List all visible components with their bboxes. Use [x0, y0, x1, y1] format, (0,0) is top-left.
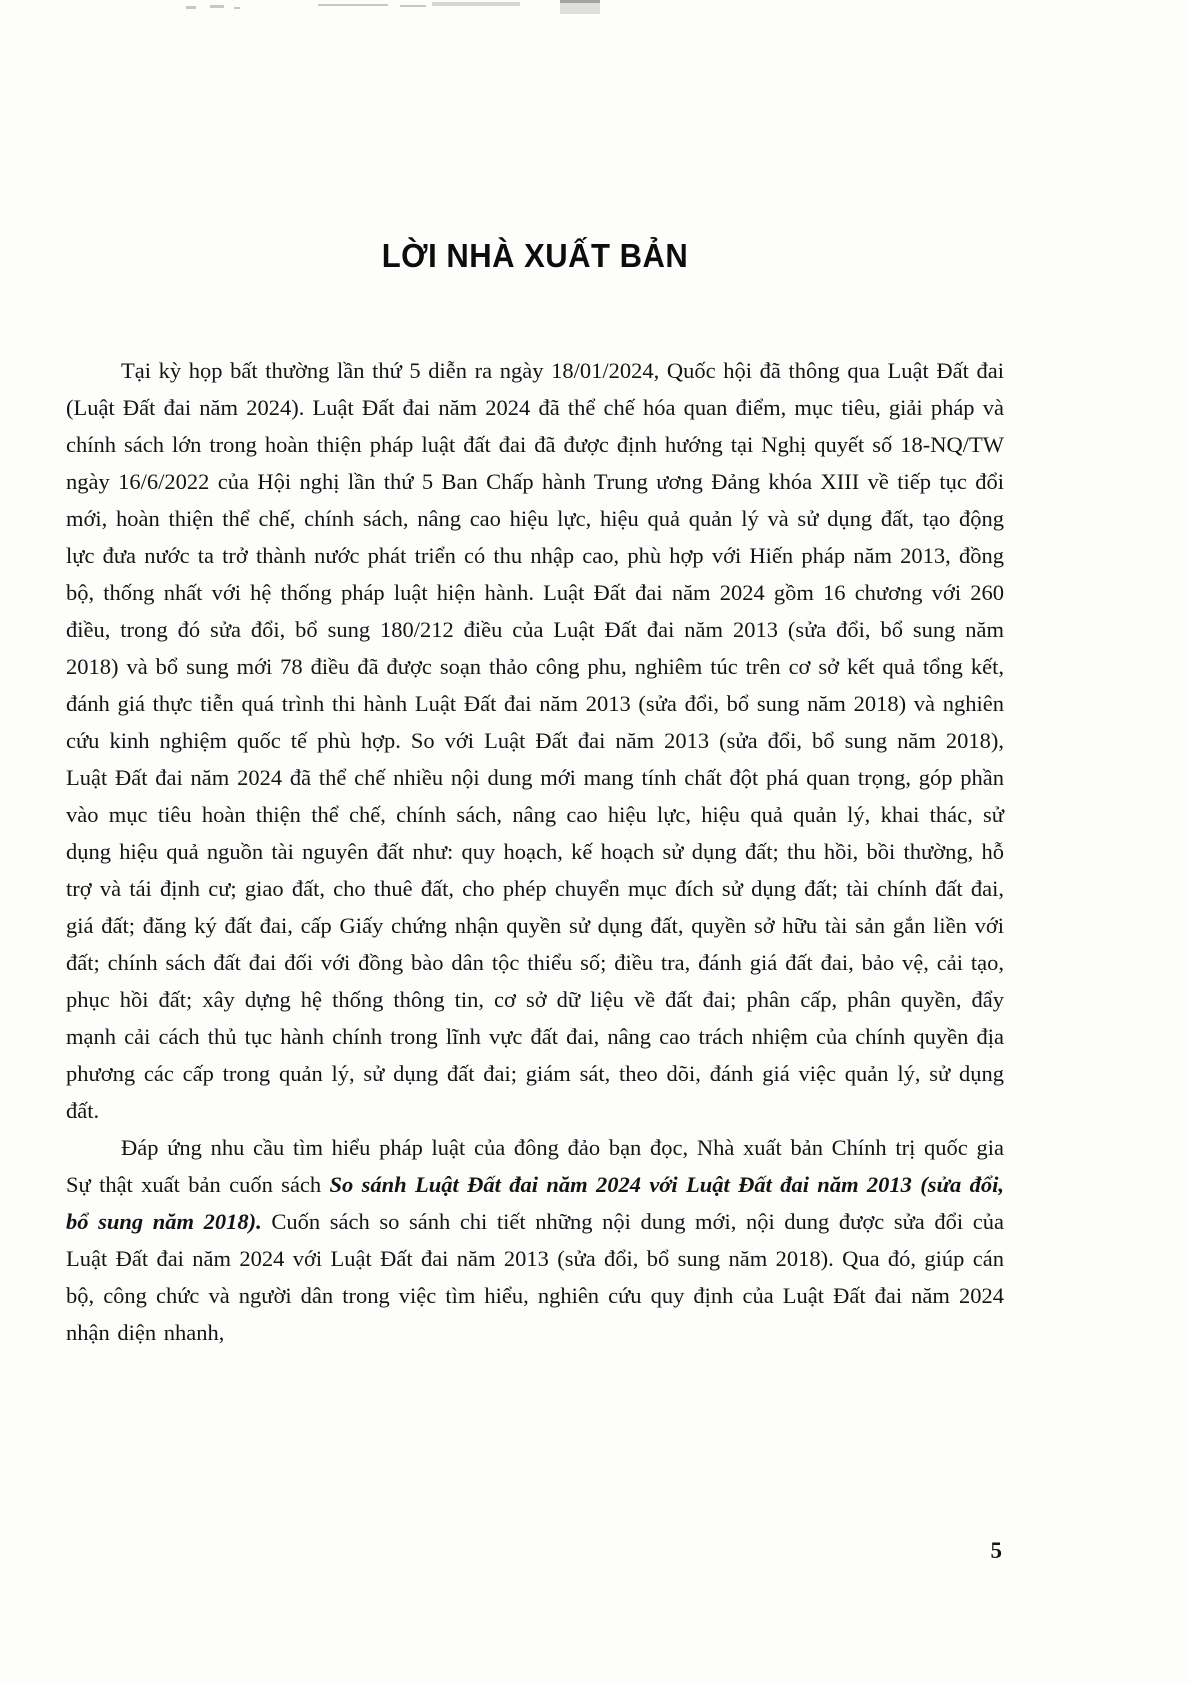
scan-artifact	[560, 0, 600, 3]
paragraph-2-text-after: Cuốn sách so sánh chi tiết những nội dung mới, nội dung được sửa đổi của Luật Đất đai năm 2024 với Luật Đất đai năm 2013 (sửa đổi, bổ sung năm 2018). Qua đó, giúp cán bộ, công chức và người dân trong việc tìm hiểu, nghiên cứu quy định của Luật Đất đai năm 2024 nhận diện nhanh,	[66, 1209, 1004, 1345]
paragraph-1: Tại kỳ họp bất thường lần thứ 5 diễn ra ngày 18/01/2024, Quốc hội đã thông qua Luật Đất đai (Luật Đất đai năm 2024). Luật Đất đai năm 2024 đã thể chế hóa quan điểm, mục tiêu, giải pháp và chính sách lớn trong hoàn thiện pháp luật đất đai đã được định hướng tại Nghị quyết số 18-NQ/TW ngày 16/6/2022 của Hội nghị lần thứ 5 Ban Chấp hành Trung ương Đảng khóa XIII về tiếp tục đổi mới, hoàn thiện thể chế, chính sách, nâng cao hiệu lực, hiệu quả quản lý và sử dụng đất, tạo động lực đưa nước ta trở thành nước phát triển có thu nhập cao, phù hợp với Hiến pháp năm 2013, đồng bộ, thống nhất với hệ thống pháp luật hiện hành. Luật Đất đai năm 2024 gồm 16 chương với 260 điều, trong đó sửa đổi, bổ sung 180/212 điều của Luật Đất đai năm 2013 (sửa đổi, bổ sung năm 2018) và bổ sung mới 78 điều đã được soạn thảo công phu, nghiêm túc trên cơ sở kết quả tổng kết, đánh giá thực tiễn quá trình thi hành Luật Đất đai năm 2013 (sửa đổi, bổ sung năm 2018) và nghiên cứu kinh nghiệm quốc tế phù hợp. So với Luật Đất đai năm 2013 (sửa đổi, bổ sung năm 2018), Luật Đất đai năm 2024 đã thể chế nhiều nội dung mới mang tính chất đột phá quan trọng, góp phần vào mục tiêu hoàn thiện thể chế, chính sách, nâng cao hiệu lực, hiệu quả quản lý, khai thác, sử dụng hiệu quả nguồn tài nguyên đất như: quy hoạch, kế hoạch sử dụng đất; thu hồi, bồi thường, hỗ trợ và tái định cư; giao đất, cho thuê đất, cho phép chuyển mục đích sử dụng đất; tài chính đất đai, giá đất; đăng ký đất đai, cấp Giấy chứng nhận quyền sử dụng đất, quyền sở hữu tài sản gắn liền với đất; chính sách đất đai đối với đồng bào dân tộc thiểu số; điều tra, đánh giá đất đai, bảo vệ, cải tạo, phục hồi đất; xây dựng hệ thống thông tin, cơ sở dữ liệu về đất đai; phân cấp, phân quyền, đẩy mạnh cải cách thủ tục hành chính trong lĩnh vực đất đai, nâng cao trách nhiệm của chính quyền địa phương các cấp trong quản lý, sử dụng đất đai; giám sát, theo dõi, đánh giá việc quản lý, sử dụng đất.	[66, 358, 1004, 1123]
page-content	[66, 238, 1004, 1351]
book-title-emphasis: So sánh Luật Đất đai năm 2024 với Luật Đất đai năm 2013 (sửa đổi, bổ sung năm 2018).	[66, 1172, 1004, 1234]
paragraph-2	[66, 1129, 1004, 1351]
page-number: 5	[990, 1538, 1002, 1563]
scan-artifact	[186, 6, 196, 9]
scan-artifact	[432, 2, 520, 6]
scan-artifact	[318, 4, 388, 6]
paragraph-2-text-before: Đáp ứng nhu cầu tìm hiểu pháp luật của đông đảo bạn đọc, Nhà xuất bản Chính trị quốc gia Sự thật xuất bản cuốn sách	[66, 1135, 1004, 1197]
scan-artifact	[234, 7, 240, 9]
scan-artifact	[210, 5, 224, 8]
page-title: LỜI NHÀ XUẤT BẢN	[381, 236, 689, 275]
scan-artifact	[400, 5, 426, 7]
